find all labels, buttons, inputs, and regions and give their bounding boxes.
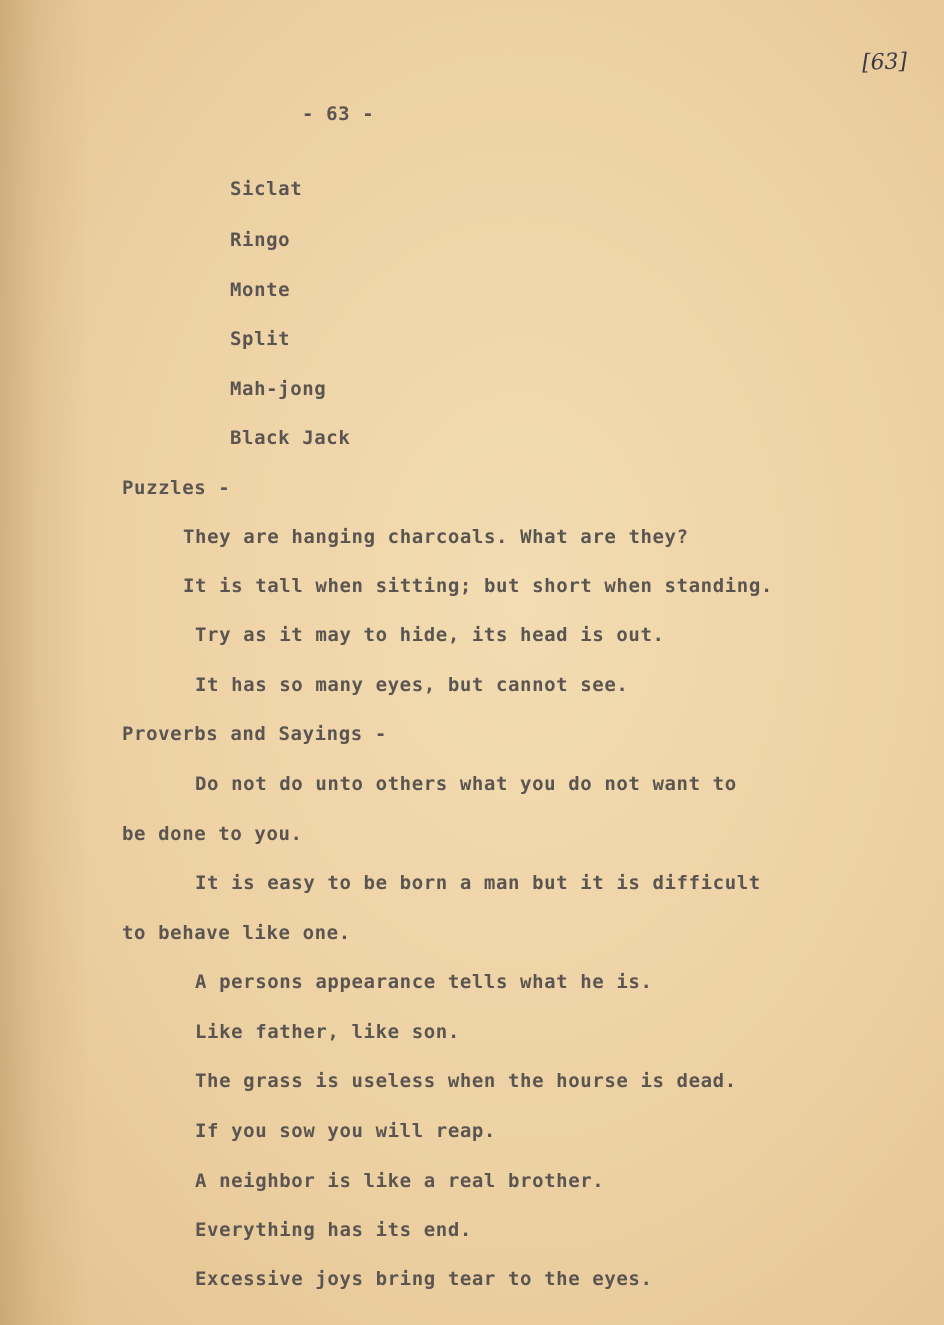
proverb-line: It is easy to be born a man but it is difficult [195, 872, 761, 894]
proverb-line: Do not do unto others what you do not want to [195, 773, 737, 795]
puzzle-item: It has so many eyes, but cannot see. [195, 674, 629, 696]
proverb-line: A persons appearance tells what he is. [195, 971, 653, 993]
proverb-line: Excessive joys bring tear to the eyes. [195, 1268, 653, 1290]
proverb-line: A neighbor is like a real brother. [195, 1170, 605, 1192]
game-item: Split [230, 328, 291, 350]
proverbs-heading: Proverbs and Sayings - [122, 723, 387, 745]
proverb-line: Everything has its end. [195, 1219, 472, 1241]
page-number: - 63 - [302, 103, 375, 125]
proverb-line: Like father, like son. [195, 1021, 460, 1043]
handwritten-page-annotation: [63] [861, 49, 908, 76]
puzzles-heading: Puzzles - [122, 477, 231, 499]
proverb-line: If you sow you will reap. [195, 1120, 496, 1142]
proverb-line: be done to you. [122, 823, 303, 845]
game-item: Mah-jong [230, 378, 327, 400]
game-item: Black Jack [230, 427, 351, 449]
game-item: Ringo [230, 229, 291, 251]
proverb-line: The grass is useless when the hourse is dead. [195, 1070, 737, 1092]
puzzle-item: It is tall when sitting; but short when standing. [183, 575, 773, 597]
game-item: Monte [230, 279, 291, 301]
puzzle-item: They are hanging charcoals. What are they? [183, 526, 689, 548]
proverb-line: to behave like one. [122, 922, 351, 944]
puzzle-item: Try as it may to hide, its head is out. [195, 624, 665, 646]
game-item: Siclat [230, 178, 303, 200]
